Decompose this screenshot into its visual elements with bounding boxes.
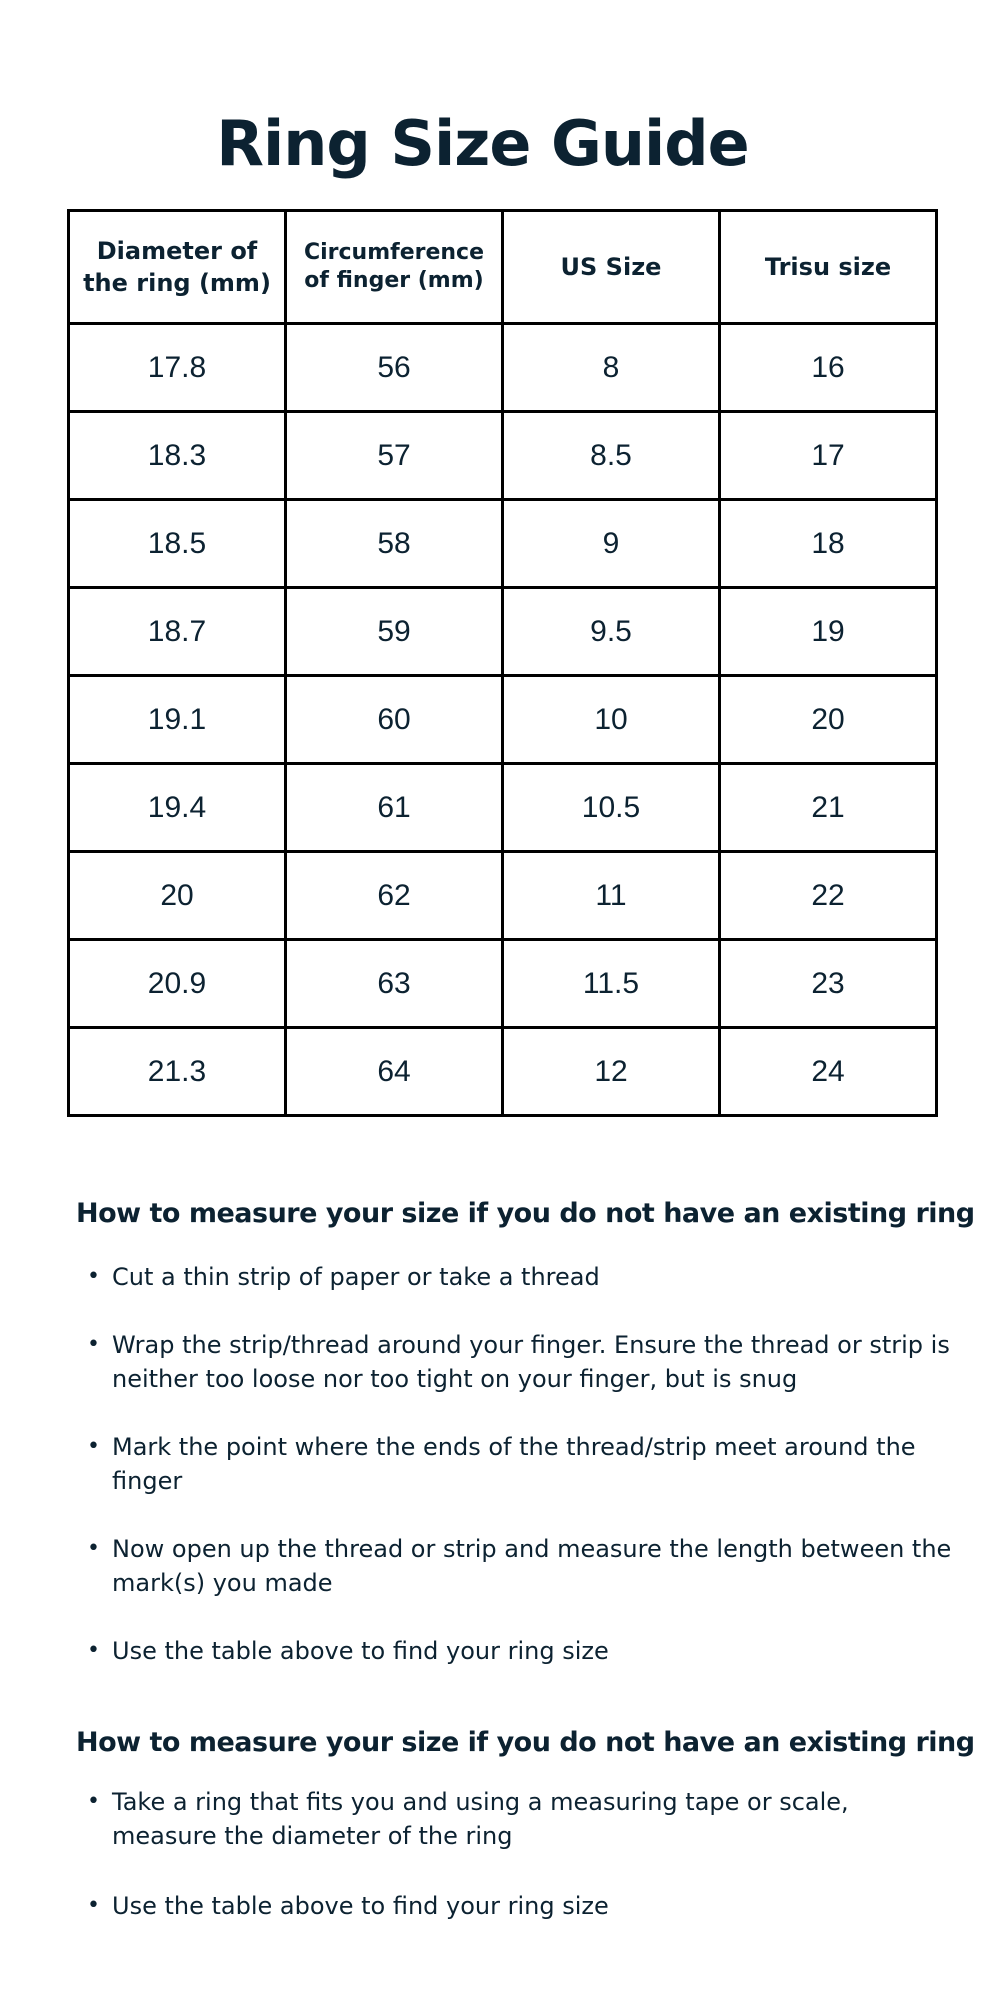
list-item-text: Use the table above to find your ring size: [112, 1637, 609, 1665]
list-item: [76, 1634, 956, 1668]
cell-diameter: 19.4: [69, 764, 286, 852]
cell-us-size: 8: [503, 324, 720, 412]
cell-circumference: 57: [286, 412, 503, 500]
table-row: [69, 324, 937, 412]
header-circumference: Circumference of finger (mm): [286, 211, 503, 324]
page-title: Ring Size Guide: [216, 107, 749, 180]
bullet-icon: •: [87, 1332, 100, 1357]
cell-diameter: 18.5: [69, 500, 286, 588]
list-item-text: Mark the point where the ends of the thread/strip meet around the finger: [112, 1433, 916, 1495]
header-us-size: US Size: [503, 211, 720, 324]
cell-trisu-size: 23: [720, 940, 937, 1028]
table-row: [69, 764, 937, 852]
list-item: [76, 1532, 956, 1600]
list-item: [76, 1785, 956, 1853]
section-heading: How to measure your size if you do not have an existing ring: [76, 1727, 975, 1758]
cell-diameter: 20.9: [69, 940, 286, 1028]
cell-us-size: 9.5: [503, 588, 720, 676]
list-item-text: Wrap the strip/thread around your finger. Ensure the thread or strip is neither too loose nor too tight on your finger, but is snug: [112, 1331, 950, 1393]
bullet-icon: •: [87, 1638, 100, 1663]
measure-section-no-ring: [76, 1196, 975, 1702]
cell-diameter: 18.7: [69, 588, 286, 676]
cell-trisu-size: 19: [720, 588, 937, 676]
list-item: [76, 1889, 956, 1923]
cell-trisu-size: 21: [720, 764, 937, 852]
header-diameter: Diameter of the ring (mm): [69, 211, 286, 324]
table-row: [69, 1028, 937, 1116]
instruction-list: [76, 1260, 956, 1668]
cell-trisu-size: 22: [720, 852, 937, 940]
cell-trisu-size: 24: [720, 1028, 937, 1116]
table-row: [69, 676, 937, 764]
table-row: [69, 588, 937, 676]
bullet-icon: •: [87, 1264, 100, 1289]
list-item: [76, 1328, 956, 1396]
bullet-icon: •: [87, 1434, 100, 1459]
cell-trisu-size: 16: [720, 324, 937, 412]
ring-size-table: [67, 209, 938, 1117]
table-row: [69, 940, 937, 1028]
cell-diameter: 17.8: [69, 324, 286, 412]
table-row: [69, 412, 937, 500]
cell-circumference: 62: [286, 852, 503, 940]
list-item-text: Use the table above to find your ring size: [112, 1892, 609, 1920]
cell-diameter: 20: [69, 852, 286, 940]
cell-us-size: 10.5: [503, 764, 720, 852]
cell-trisu-size: 20: [720, 676, 937, 764]
bullet-icon: •: [87, 1893, 100, 1918]
cell-us-size: 8.5: [503, 412, 720, 500]
list-item: [76, 1430, 956, 1498]
table-header-row: [69, 211, 937, 324]
cell-circumference: 63: [286, 940, 503, 1028]
cell-us-size: 11.5: [503, 940, 720, 1028]
cell-circumference: 60: [286, 676, 503, 764]
measure-section-existing-ring: [76, 1725, 975, 1959]
list-item-text: Now open up the thread or strip and measure the length between the mark(s) you made: [112, 1535, 952, 1597]
table-row: [69, 500, 937, 588]
cell-diameter: 19.1: [69, 676, 286, 764]
bullet-icon: •: [87, 1536, 100, 1561]
header-trisu-size: Trisu size: [720, 211, 937, 324]
bullet-icon: •: [87, 1789, 100, 1814]
cell-us-size: 11: [503, 852, 720, 940]
cell-circumference: 58: [286, 500, 503, 588]
list-item: [76, 1260, 956, 1294]
list-item-text: Take a ring that fits you and using a measuring tape or scale, measure the diameter of the ring: [112, 1788, 849, 1850]
cell-diameter: 21.3: [69, 1028, 286, 1116]
list-item-text: Cut a thin strip of paper or take a thread: [112, 1263, 600, 1291]
cell-trisu-size: 17: [720, 412, 937, 500]
cell-diameter: 18.3: [69, 412, 286, 500]
cell-trisu-size: 18: [720, 500, 937, 588]
cell-us-size: 12: [503, 1028, 720, 1116]
cell-circumference: 59: [286, 588, 503, 676]
cell-us-size: 9: [503, 500, 720, 588]
instruction-list: [76, 1785, 956, 1923]
table-row: [69, 852, 937, 940]
cell-us-size: 10: [503, 676, 720, 764]
cell-circumference: 61: [286, 764, 503, 852]
section-heading: How to measure your size if you do not have an existing ring: [76, 1198, 975, 1229]
cell-circumference: 56: [286, 324, 503, 412]
cell-circumference: 64: [286, 1028, 503, 1116]
